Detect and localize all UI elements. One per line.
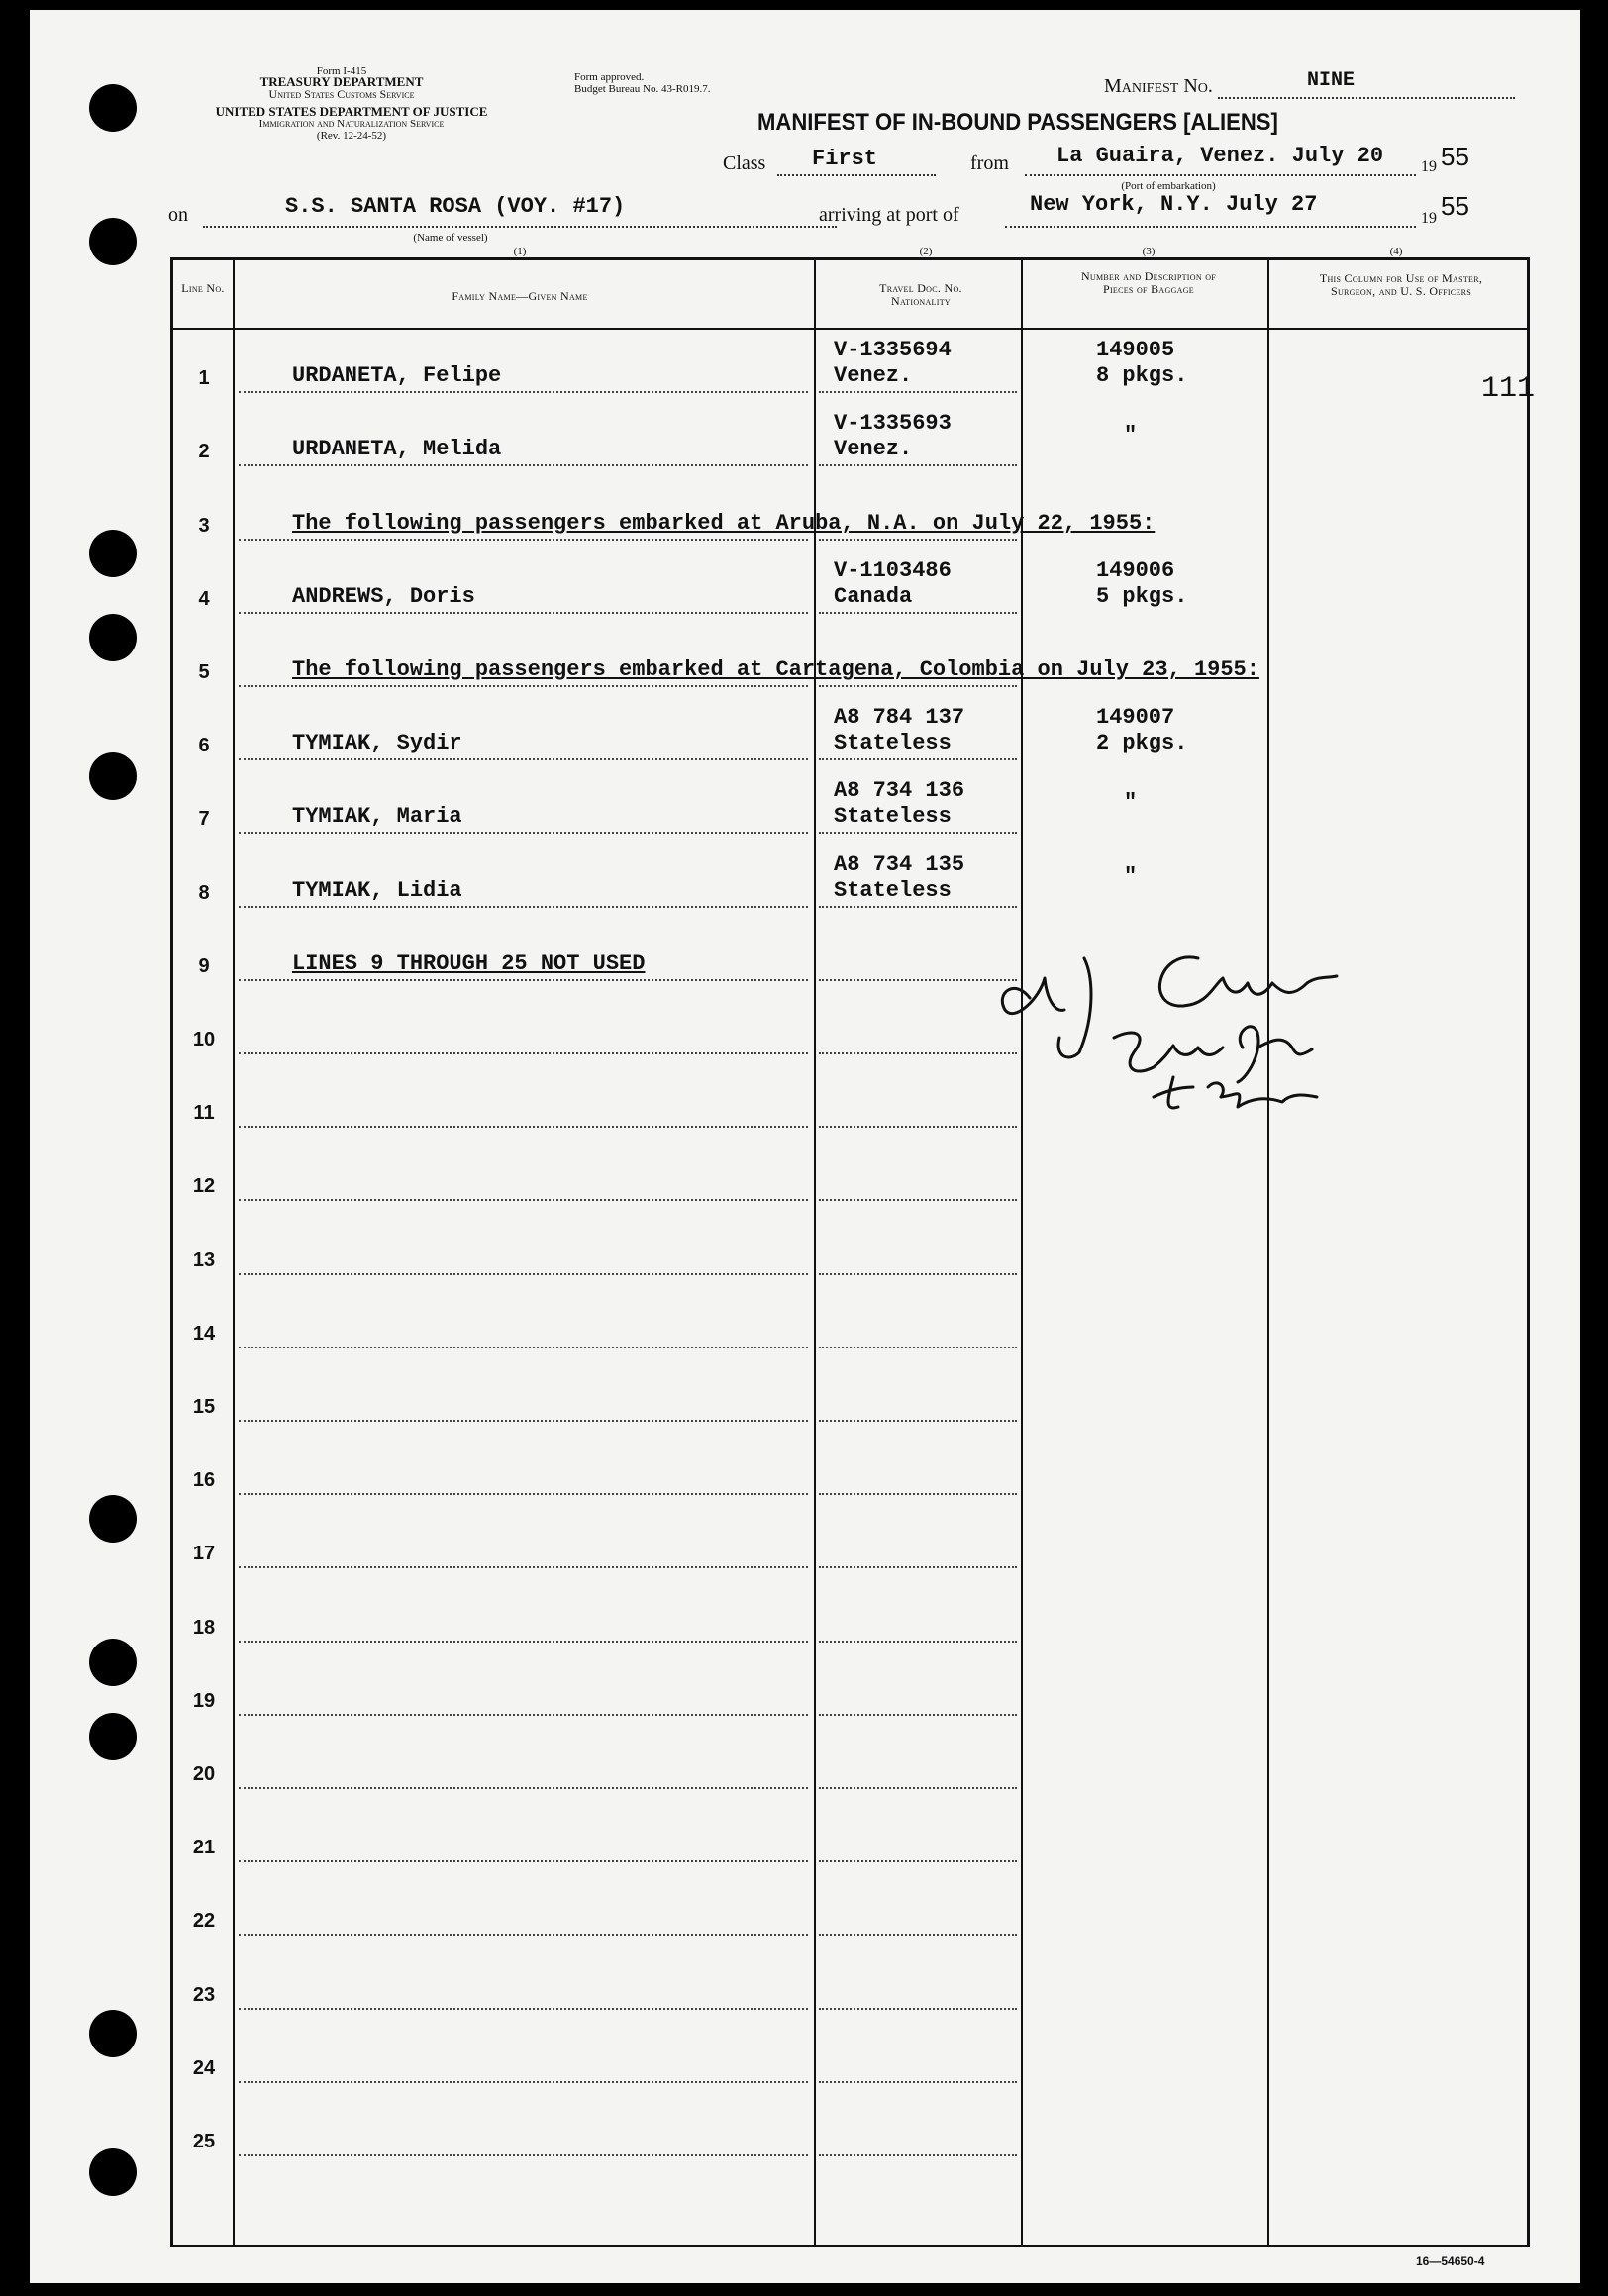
nationality: Venez. — [834, 363, 913, 389]
passenger-name: URDANETA, Felipe — [292, 363, 502, 389]
punch-hole — [89, 1713, 137, 1760]
row-dotted-line — [239, 1420, 808, 1422]
punch-hole — [89, 2148, 137, 2196]
form-number: Form I-415 — [316, 65, 367, 77]
manifest-no-value: NINE — [1307, 69, 1356, 92]
year-2: 55 — [1441, 191, 1469, 221]
year-prefix-2: 19 — [1421, 210, 1437, 227]
row-dotted-line — [819, 1934, 1017, 1936]
line-number: 3 — [198, 514, 210, 537]
line-number: 21 — [192, 1837, 216, 1859]
line-number: 14 — [192, 1322, 216, 1345]
baggage-pieces: 5 pkgs. — [1096, 583, 1188, 609]
line-number: 25 — [192, 2131, 216, 2152]
from-label: from — [970, 152, 1009, 174]
passenger-name: TYMIAK, Lidia — [292, 877, 462, 903]
arrival-line — [1005, 226, 1416, 228]
baggage-pieces: " — [1124, 423, 1138, 449]
arriving-label: arriving at port of — [819, 204, 959, 226]
punch-hole — [89, 2010, 137, 2057]
row-dotted-line — [239, 1273, 808, 1275]
on-label: on — [168, 204, 188, 226]
customs-service: United States Customs Service — [268, 87, 415, 101]
baggage-number: 149005 — [1096, 338, 1175, 363]
vessel-label: (Name of vessel) — [413, 232, 488, 244]
row-dotted-line — [819, 1420, 1017, 1422]
col-head-baggage: Number and Description of Pieces of Baggage — [1080, 269, 1217, 296]
from-value: La Guaira, Venez. July 20 — [1056, 144, 1384, 168]
row-dotted-line — [239, 2081, 808, 2083]
row-dotted-line — [239, 1714, 808, 1716]
line-number: 8 — [198, 881, 210, 904]
row-dotted-line — [819, 1566, 1017, 1568]
line-number: 2 — [198, 441, 210, 463]
row-dotted-line — [819, 758, 1017, 760]
line-number: 24 — [192, 2056, 216, 2079]
row-dotted-line — [819, 685, 1017, 687]
nationality: Stateless — [834, 877, 952, 903]
class-line — [777, 174, 936, 176]
col-num-3: (3) — [1142, 246, 1156, 257]
nationality: Venez. — [834, 437, 913, 462]
col-head-travel-doc: Travel Doc. No. Nationality — [879, 281, 962, 308]
passenger-name: URDANETA, Melida — [292, 437, 502, 462]
row-dotted-line — [239, 1493, 808, 1495]
row-dotted-line — [819, 1860, 1017, 1862]
nationality: Stateless — [834, 731, 952, 756]
punch-hole — [89, 752, 137, 800]
line-number: 22 — [192, 1910, 216, 1933]
arrival-value: New York, N.Y. July 27 — [1030, 192, 1318, 217]
line-number: 12 — [192, 1175, 216, 1198]
baggage-number: 149007 — [1096, 705, 1175, 731]
col-head-name: Family Name—Given Name — [452, 289, 588, 303]
row-dotted-line — [239, 539, 808, 541]
baggage-pieces: 2 pkgs. — [1096, 731, 1188, 756]
row-dotted-line — [819, 391, 1017, 393]
travel-doc-number: A8 734 135 — [834, 851, 965, 877]
row-dotted-line — [239, 1860, 808, 1862]
row-dotted-line — [239, 758, 808, 760]
punch-hole — [89, 1639, 137, 1686]
line-number: 18 — [192, 1616, 216, 1639]
travel-doc-number: V-1335694 — [834, 338, 952, 363]
line-number: 1 — [198, 367, 210, 390]
row-dotted-line — [239, 1641, 808, 1643]
embarkation-note: The following passengers embarked at Aruba, N.A. on July 22, 1955: — [292, 510, 1156, 536]
row-dotted-line — [239, 685, 808, 687]
row-dotted-line — [819, 1273, 1017, 1275]
row-dotted-line — [239, 1126, 808, 1128]
page-annotation: 111 — [1481, 372, 1536, 406]
ins-service: Immigration and Naturalization Service — [258, 118, 445, 130]
col-num-1: (1) — [513, 246, 527, 257]
line-number: 17 — [192, 1543, 216, 1565]
col-head-line-no: Line No. — [181, 281, 225, 295]
row-dotted-line — [819, 1787, 1017, 1789]
passenger-name: TYMIAK, Sydir — [292, 731, 462, 756]
revision: (Rev. 12-24-52) — [316, 130, 387, 142]
class-value: First — [812, 147, 878, 171]
dept-justice: UNITED STATES DEPARTMENT OF JUSTICE — [215, 104, 488, 119]
col-num-2: (2) — [919, 246, 933, 257]
line-number: 5 — [198, 661, 210, 683]
row-dotted-line — [239, 832, 808, 834]
punch-hole — [89, 84, 137, 132]
row-dotted-line — [819, 2154, 1017, 2156]
row-dotted-line — [239, 979, 808, 981]
row-dotted-line — [819, 1199, 1017, 1201]
inspector-signature — [985, 939, 1361, 1137]
vessel-line — [203, 226, 837, 228]
form-footer-code: 16—54650-4 — [1416, 2254, 1485, 2268]
row-dotted-line — [819, 1714, 1017, 1716]
passenger-table — [170, 257, 1530, 2247]
baggage-pieces: " — [1124, 790, 1138, 816]
travel-doc-number: V-1103486 — [834, 557, 952, 583]
row-dotted-line — [819, 464, 1017, 466]
travel-doc-number: A8 734 136 — [834, 778, 965, 804]
embarkation-note: LINES 9 THROUGH 25 NOT USED — [292, 950, 646, 976]
row-dotted-line — [819, 906, 1017, 908]
manifest-no-line — [1218, 97, 1515, 99]
manifest-title: MANIFEST OF IN-BOUND PASSENGERS [ALIENS] — [757, 109, 1278, 136]
line-number: 11 — [193, 1102, 215, 1125]
row-dotted-line — [239, 391, 808, 393]
col-num-4: (4) — [1389, 246, 1403, 257]
baggage-pieces: 8 pkgs. — [1096, 363, 1188, 389]
row-dotted-line — [819, 1641, 1017, 1643]
manifest-no-label: Manifest No. — [1104, 75, 1213, 97]
row-dotted-line — [819, 539, 1017, 541]
embarkation-note: The following passengers embarked at Cartagena, Colombia on July 23, 1955: — [292, 657, 1259, 682]
row-dotted-line — [819, 1347, 1017, 1348]
manifest-sheet — [30, 10, 1580, 2283]
line-number: 19 — [192, 1689, 216, 1712]
punch-hole — [89, 1495, 137, 1543]
row-dotted-line — [239, 1787, 808, 1789]
line-number: 7 — [198, 808, 210, 831]
row-dotted-line — [819, 612, 1017, 614]
line-number: 4 — [198, 587, 210, 610]
nationality: Stateless — [834, 804, 952, 830]
row-dotted-line — [239, 612, 808, 614]
travel-doc-number: V-1335693 — [834, 411, 952, 437]
row-dotted-line — [239, 1347, 808, 1348]
baggage-pieces: " — [1124, 863, 1138, 889]
row-dotted-line — [239, 1566, 808, 1568]
row-dotted-line — [819, 2081, 1017, 2083]
row-dotted-line — [239, 906, 808, 908]
line-number: 16 — [192, 1469, 216, 1492]
row-dotted-line — [239, 1052, 808, 1054]
row-dotted-line — [239, 464, 808, 466]
row-dotted-line — [239, 1934, 808, 1936]
budget-bureau: Budget Bureau No. 43-R019.7. — [574, 83, 711, 95]
from-line — [1025, 174, 1416, 176]
year-1: 55 — [1441, 142, 1469, 171]
passenger-name: TYMIAK, Maria — [292, 804, 462, 830]
punch-hole — [89, 530, 137, 577]
passenger-name: ANDREWS, Doris — [292, 583, 475, 609]
year-prefix-1: 19 — [1421, 158, 1437, 175]
line-number: 9 — [198, 954, 210, 977]
row-dotted-line — [819, 1493, 1017, 1495]
vessel-name: S.S. SANTA ROSA (VOY. #17) — [285, 194, 626, 219]
nationality: Canada — [834, 583, 913, 609]
treasury-department: TREASURY DEPARTMENT — [259, 74, 424, 89]
line-number: 20 — [192, 1763, 216, 1785]
line-number: 13 — [192, 1248, 216, 1271]
baggage-number: 149006 — [1096, 557, 1175, 583]
port-embark-label: (Port of embarkation) — [1121, 180, 1216, 192]
class-label: Class — [723, 152, 766, 174]
line-number: 10 — [192, 1029, 216, 1050]
row-dotted-line — [239, 1199, 808, 1201]
form-approved: Form approved. — [574, 71, 645, 83]
punch-hole — [89, 614, 137, 661]
line-number: 23 — [192, 1983, 216, 2006]
row-dotted-line — [239, 2154, 808, 2156]
row-dotted-line — [819, 2008, 1017, 2010]
travel-doc-number: A8 784 137 — [834, 705, 965, 731]
col-head-officers: This Column for Use of Master, Surgeon, and U. S. Officers — [1319, 271, 1483, 298]
line-number: 6 — [198, 735, 210, 757]
punch-hole — [89, 218, 137, 265]
line-number: 15 — [192, 1396, 216, 1418]
row-dotted-line — [819, 832, 1017, 834]
row-dotted-line — [239, 2008, 808, 2010]
